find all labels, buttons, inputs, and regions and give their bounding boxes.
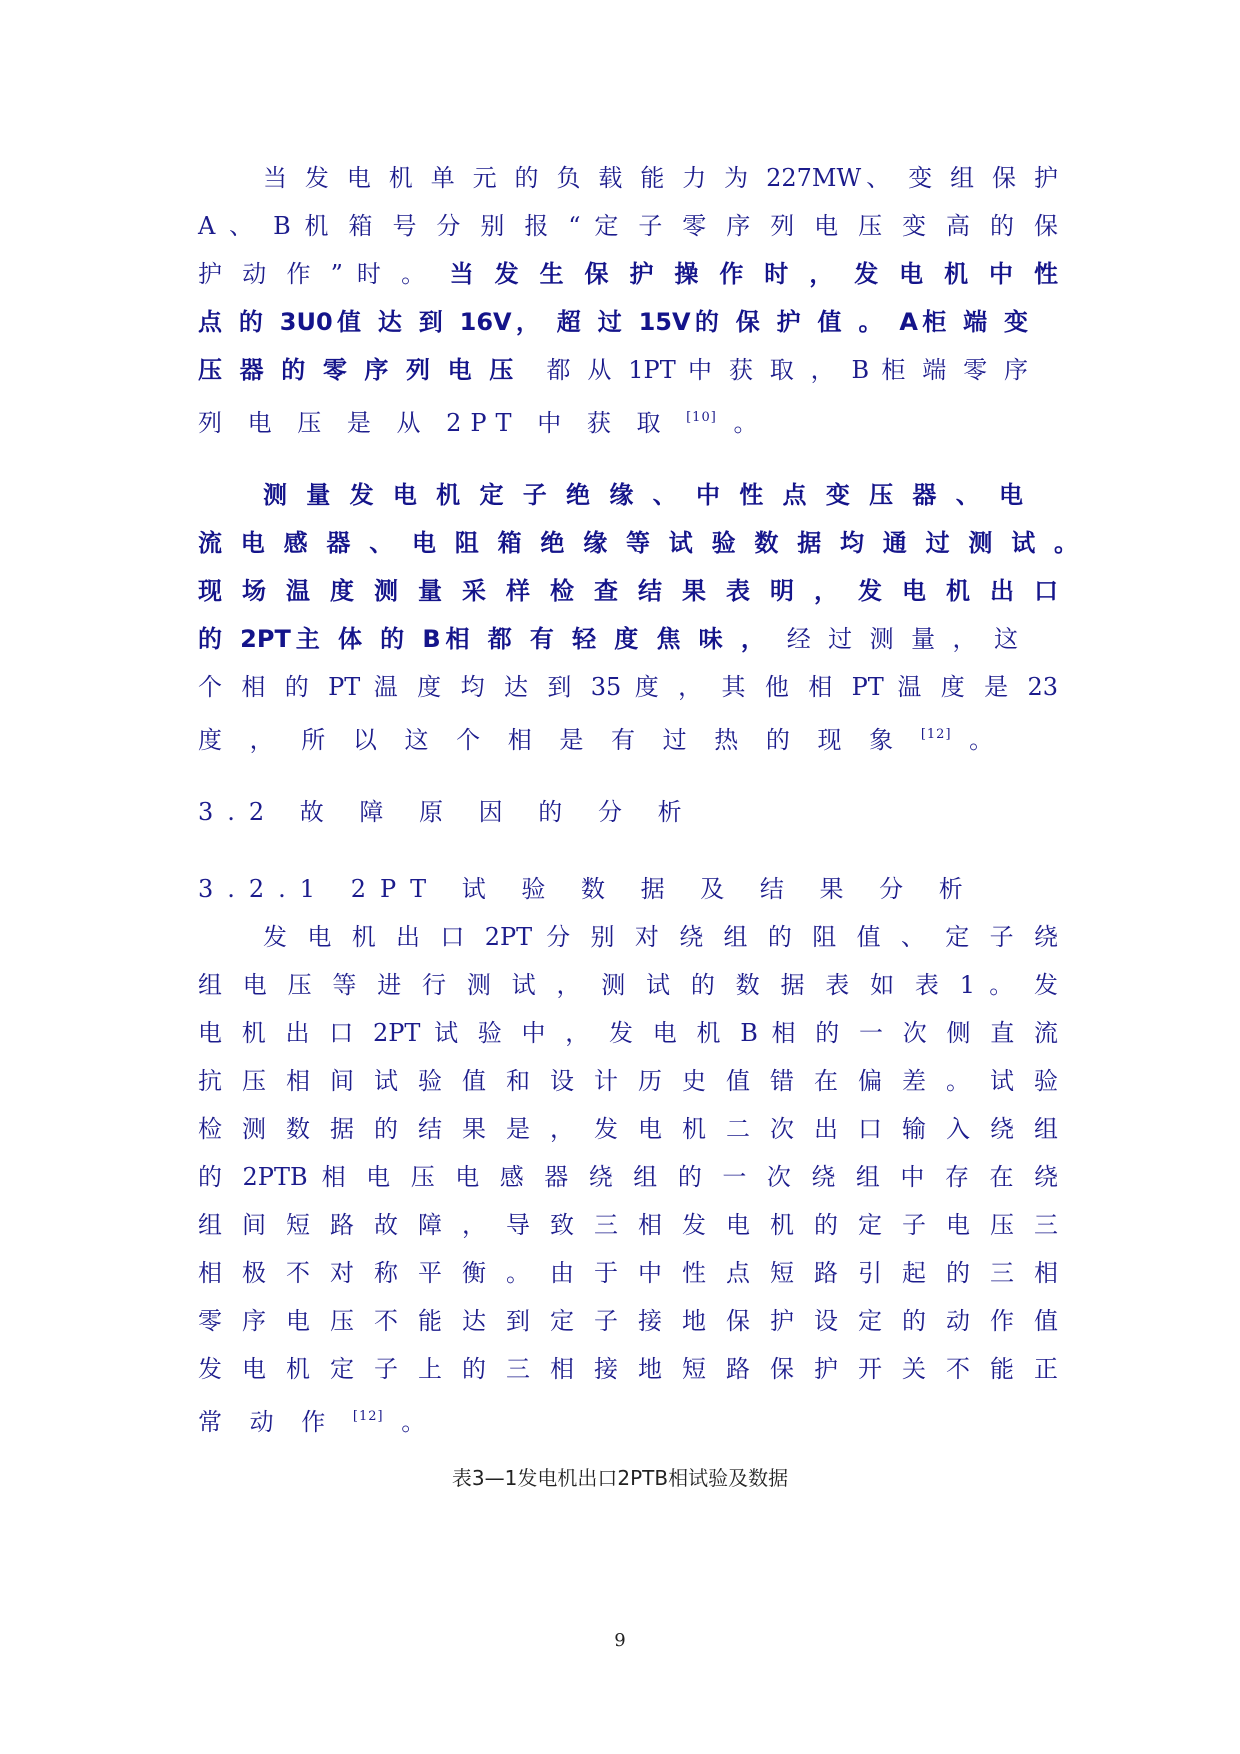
paragraph2-line4-bold: 的 2PT主 体 的 B相 都 有 轻 度 焦 味 ， (198, 625, 758, 653)
citation-12a: [12] (920, 727, 952, 742)
paragraph3-line11 (198, 1397, 498, 1437)
paragraph3-line7: 组 间 短 路 故 障 ， 导 致 三 相 发 电 机 的 定 子 电 压 三 (198, 1211, 1058, 1239)
paragraph3-line3: 电 机 出 口 2PT 试 验 中 ， 发 电 机 B 相 的 一 次 侧 直 流 (198, 1019, 1058, 1047)
paragraph2-line6-text: 度 ， 所 以 这 个 相 是 有 过 热 的 现 象 (198, 726, 904, 754)
paragraph2-line4-plain: 经 过 测 量 ， 这 (786, 625, 1018, 653)
citation-12b: [12] (352, 1409, 384, 1424)
paragraph2-line4 (198, 619, 1018, 659)
paragraph2-line1: 测 量 发 电 机 定 子 绝 缘 、 中 性 点 变 压 器 、 电 (263, 481, 1023, 509)
section-heading: 3.2 故 障 原 因 的 分 析 (198, 798, 696, 826)
paragraph3-line6: 的 2PTB 相 电 压 电 感 器 绕 组 的 一 次 绕 组 中 存 在 绕 (198, 1163, 1058, 1191)
paragraph2-line2: 流 电 感 器 、 电 阻 箱 绝 缘 等 试 验 数 据 均 通 过 测 试 。 (198, 529, 1078, 557)
paragraph2-line6 (198, 715, 1004, 755)
paragraph1-line5-bold: 压 器 的 零 序 列 电 压 (198, 356, 518, 384)
paragraph2-line5: 个 相 的 PT 温 度 均 达 到 35 度 ， 其 他 相 PT 温 度 是 23 (198, 673, 1058, 701)
page-number: 9 (614, 1630, 626, 1651)
paragraph1-line1: 当 发 电 机 单 元 的 负 载 能 力 为 227MW、 变 组 保 护 (263, 164, 1058, 192)
paragraph3-line10: 发 电 机 定 子 上 的 三 相 接 地 短 路 保 护 开 关 不 能 正 (198, 1355, 1058, 1383)
paragraph1-line5-plain: 都 从 1PT 中 获 取 ， B 柜 端 零 序 (546, 356, 1029, 384)
paragraph3-line4: 抗 压 相 间 试 验 值 和 设 计 历 史 值 错 在 偏 差 。 试 验 (198, 1067, 1058, 1095)
paragraph3-line8: 相 极 不 对 称 平 衡 。 由 于 中 性 点 短 路 引 起 的 三 相 (198, 1259, 1058, 1287)
paragraph1-line5 (198, 350, 1028, 390)
paragraph3-line9: 零 序 电 压 不 能 达 到 定 子 接 地 保 护 设 定 的 动 作 值 (198, 1307, 1058, 1335)
paragraph1-line3-bold: 当 发 生 保 护 操 作 时 ， 发 电 机 中 性 (449, 260, 1058, 288)
paragraph3-line2: 组 电 压 等 进 行 测 试 ， 测 试 的 数 据 表 如 表 1 。 发 (198, 971, 1058, 999)
paragraph3-line1: 发 电 机 出 口 2PT 分 别 对 绕 组 的 阻 值 、 定 子 绕 (263, 923, 1058, 951)
paragraph2-line3: 现 场 温 度 测 量 采 样 检 查 结 果 表 明 ， 发 电 机 出 口 (198, 577, 1058, 605)
paragraph1-line2: A 、 B 机 箱 号 分 别 报 “ 定 子 零 序 列 电 压 变 高 的 保 (198, 212, 1058, 240)
table-caption: 表3—1发电机出口2PTB相试验及数据 (451, 1466, 789, 1490)
citation-10: [10] (686, 410, 717, 425)
paragraph1-line3 (198, 254, 1058, 294)
paragraph3-line5: 检 测 数 据 的 结 果 是 ， 发 电 机 二 次 出 口 输 入 绕 组 (198, 1115, 1058, 1143)
paragraph1-line4: 点 的 3U0值 达 到 16V， 超 过 15V的 保 护 值 。 A柜 端 变 (198, 308, 1028, 336)
paragraph1-line3-plain: 护 动 作 ” 时 。 (198, 260, 420, 288)
paragraph1-line6-end: 。 (733, 409, 767, 437)
paragraph2-line6-end: 。 (969, 726, 1004, 754)
paragraph3-line11-end: 。 (401, 1408, 436, 1436)
paragraph1-line6 (198, 398, 767, 438)
subsection-heading: 3.2.1 2PT 试 验 数 据 及 结 果 分 析 (198, 875, 977, 903)
paragraph3-line11-text: 常 动 作 (198, 1408, 336, 1436)
paragraph1-line6-text: 列 电 压 是 从 2PT 中 获 取 (198, 409, 670, 437)
